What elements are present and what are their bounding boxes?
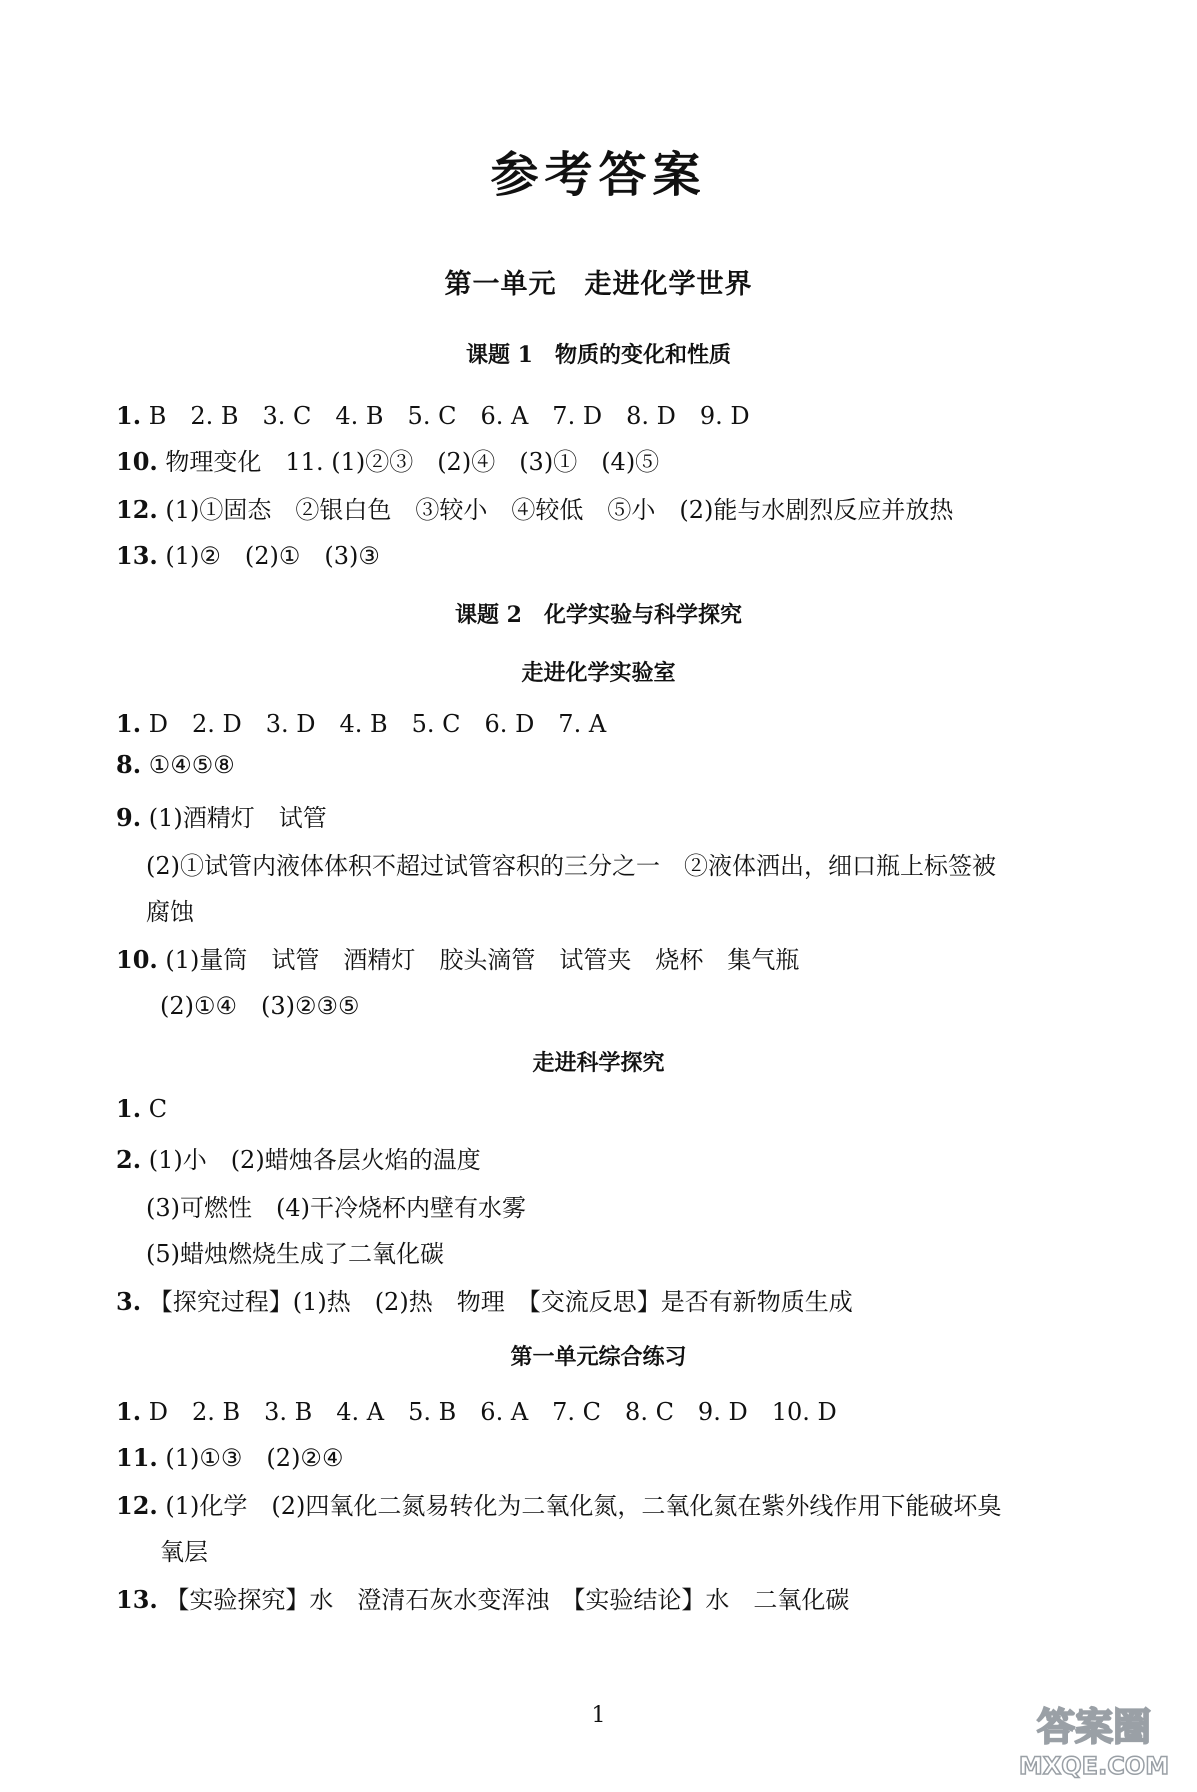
answer-line-continued: (5)蜡烛燃烧生成了二氧化碳	[146, 1240, 444, 1268]
answer-line: 1. B 2. B 3. C 4. B 5. C 6. A 7. D 8. D 9. D	[116, 401, 750, 430]
section-heading-lesson-1: 课题 1 物质的变化和性质	[466, 342, 731, 368]
subsection-heading-lab: 走进化学实验室	[521, 660, 676, 686]
section-heading-lesson-2: 课题 2 化学实验与科学探究	[455, 602, 742, 628]
section-heading-unit-review: 第一单元综合练习	[510, 1344, 687, 1370]
page-title: 参考答案	[490, 147, 707, 203]
answer-line: 10. 物理变化 11. (1)②③ (2)④ (3)① (4)⑤	[116, 447, 660, 476]
answer-line: 10. (1)量筒 试管 酒精灯 胶头滴管 试管夹 烧杯 集气瓶	[116, 945, 800, 974]
answer-line: 12. (1)化学 (2)四氧化二氮易转化为二氧化氮，二氧化氮在紫外线作用下能破坏臭	[116, 1491, 1002, 1520]
answer-line: 1. C	[116, 1094, 168, 1123]
answer-line-continued: 腐蚀	[146, 898, 194, 926]
answer-line-continued: (2)①试管内液体体积不超过试管容积的三分之一 ②液体洒出，细口瓶上标签被	[146, 852, 996, 880]
answer-line: 13. (1)② (2)① (3)③	[116, 541, 380, 570]
answer-line-continued: (2)①④ (3)②③⑤	[160, 992, 360, 1020]
watermark-main-text: 答案圈	[1036, 1705, 1152, 1749]
answer-line: 3. 【探究过程】(1)热 (2)热 物理 【交流反思】是否有新物质生成	[116, 1287, 853, 1316]
unit-heading: 第一单元 走进化学世界	[444, 269, 753, 300]
answer-line-continued: 氧层	[160, 1538, 208, 1566]
watermark-logo	[1009, 1694, 1179, 1782]
watermark-sub-text: MXQE.COM	[1018, 1752, 1170, 1780]
answer-line: 8. ①④⑤⑧	[116, 750, 235, 779]
answer-line: 1. D 2. B 3. B 4. A 5. B 6. A 7. C 8. C 9. D 10. D	[116, 1397, 837, 1426]
answer-line: 2. (1)小 (2)蜡烛各层火焰的温度	[116, 1145, 481, 1174]
answer-line: 1. D 2. D 3. D 4. B 5. C 6. D 7. A	[116, 709, 607, 738]
page-number: 1	[591, 1703, 606, 1728]
answer-line: 12. (1)①固态 ②银白色 ③较小 ④较低 ⑤小 (2)能与水剧烈反应并放热	[116, 495, 954, 524]
answer-line-continued: (3)可燃性 (4)干冷烧杯内壁有水雾	[146, 1194, 526, 1222]
answer-line: 11. (1)①③ (2)②④	[116, 1443, 344, 1472]
subsection-heading-inquiry: 走进科学探究	[532, 1050, 665, 1076]
answer-line: 13. 【实验探究】水 澄清石灰水变浑浊 【实验结论】水 二氧化碳	[116, 1585, 850, 1614]
answer-line: 9. (1)酒精灯 试管	[116, 803, 327, 832]
